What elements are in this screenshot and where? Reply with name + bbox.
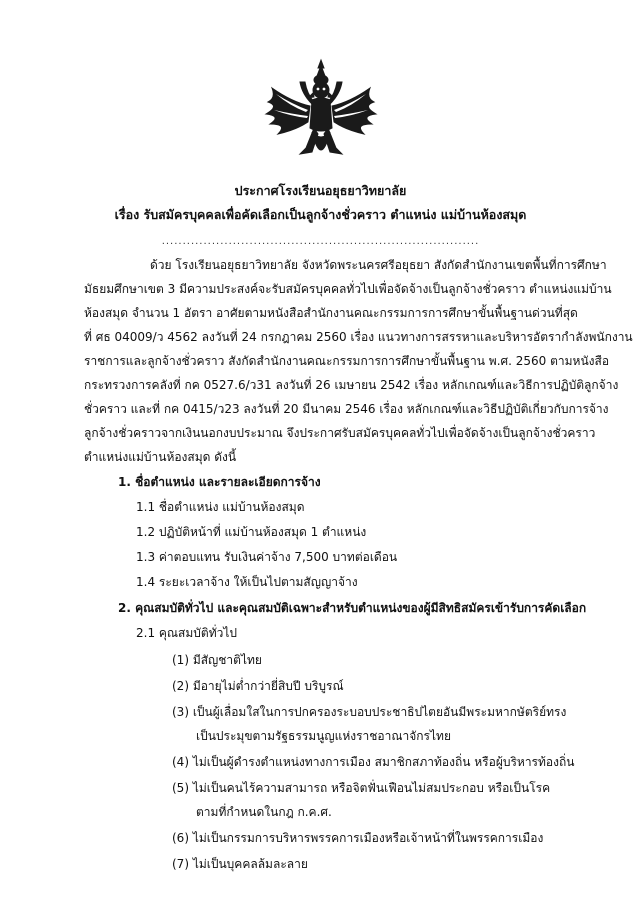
announcement-title: ประกาศโรงเรียนอยุธยาวิทยาลัย (234, 183, 407, 198)
section-2-heading: 2. คุณสมบัติทั่วไป และคุณสมบัติเฉพาะสำหรับตำแหน่งของผู้มีสิทธิสมัครเข้ารับการคัดเลือก (118, 601, 587, 615)
qualification-item: (5) ไม่เป็นคนไร้ความสามารถ หรือจิตฟั่นเฟือนไม่สมประกอบ หรือเป็นโรค (172, 781, 551, 795)
paragraph-line: ราชการและลูกจ้างชั่วคราว สังกัดสำนักงานคณะกรรมการการศึกษาขั้นพื้นฐาน พ.ศ. 2560 ตามหนังสือ (84, 354, 610, 368)
section-1-item: 1.4 ระยะเวลาจ้าง ให้เป็นไปตามสัญญาจ้าง (136, 575, 358, 589)
qualification-item: (1) มีสัญชาติไทย (172, 653, 262, 667)
separator-line: ............................................................................ (161, 236, 480, 247)
section-2-subheading: 2.1 คุณสมบัติทั่วไป (136, 626, 238, 640)
qualification-item: (6) ไม่เป็นกรรมการบริหารพรรคการเมืองหรือเจ้าหน้าที่ในพรรคการเมือง (172, 831, 544, 845)
paragraph-line: ชั่วคราว และที่ กค 0415/ว23 ลงวันที่ 20 มีนาคม 2546 เรื่อง หลักเกณฑ์และวิธีปฏิบัติเกี่ยวกับการจ้าง (84, 402, 609, 416)
section-1-item: 1.1 ชื่อตำแหน่ง แม่บ้านห้องสมุด (136, 500, 305, 514)
announcement-subject: เรื่อง รับสมัครบุคคลเพื่อคัดเลือกเป็นลูกจ้างชั่วคราว ตำแหน่ง แม่บ้านห้องสมุด (114, 207, 527, 222)
qualification-item-continued: ตามที่กำหนดในกฎ ก.ค.ศ. (196, 805, 332, 819)
paragraph-line: มัธยมศึกษาเขต 3 มีความประสงค์จะรับสมัครบุคคลทั่วไปเพื่อจัดจ้างเป็นลูกจ้างชั่วคราว ตำแหน่งแม่บ้าน (84, 282, 612, 296)
section-1-item: 1.3 ค่าตอบแทน รับเงินค่าจ้าง 7,500 บาทต่อเดือน (136, 550, 398, 564)
qualification-item: (4) ไม่เป็นผู้ดำรงตำแหน่งทางการเมือง สมาชิกสภาท้องถิ่น หรือผู้บริหารท้องถิ่น (172, 755, 575, 769)
section-1-heading: 1. ชื่อตำแหน่ง และรายละเอียดการจ้าง (118, 475, 321, 489)
qualification-item: (2) มีอายุไม่ต่ำกว่ายี่สิบปี บริบูรณ์ (172, 679, 344, 693)
section-1-item: 1.2 ปฏิบัติหน้าที่ แม่บ้านห้องสมุด 1 ตำแหน่ง (136, 525, 367, 539)
paragraph-line: ตำแหน่งแม่บ้านห้องสมุด ดังนี้ (84, 450, 237, 464)
paragraph-line: ห้องสมุด จำนวน 1 อัตรา อาศัยตามหนังสือสำนักงานคณะกรรมการการศึกษาขั้นพื้นฐานด่วนที่สุด (84, 306, 578, 320)
garuda-emblem-icon (262, 58, 380, 170)
paragraph-line: ที่ ศธ 04009/ว 4562 ลงวันที่ 24 กรกฎาคม 2560 เรื่อง แนวทางการสรรหาและบริหารอัตรากำลังพนักงาน (84, 330, 633, 344)
qualification-item: (7) ไม่เป็นบุคคลล้มละลาย (172, 857, 308, 871)
qualification-item: (3) เป็นผู้เลื่อมใสในการปกครองระบอบประชาธิปไตยอันมีพระมหากษัตริย์ทรง (172, 705, 567, 719)
paragraph-line: ด้วย โรงเรียนอยุธยาวิทยาลัย จังหวัดพระนครศรีอยุธยา สังกัดสำนักงานเขตพื้นที่การศึกษา (150, 258, 607, 272)
paragraph-line: กระทรวงการคลังที่ กค 0527.6/ว31 ลงวันที่ 26 เมษายน 2542 เรื่อง หลักเกณฑ์และวิธีการปฏิบัติลูกจ้าง (84, 378, 619, 392)
qualification-item-continued: เป็นประมุขตามรัฐธรรมนูญแห่งราชอาณาจักรไทย (196, 729, 451, 743)
paragraph-line: ลูกจ้างชั่วคราวจากเงินนอกงบประมาณ จึงประกาศรับสมัครบุคคลทั่วไปเพื่อจัดจ้างเป็นลูกจ้างชั่วคราว (84, 426, 596, 440)
